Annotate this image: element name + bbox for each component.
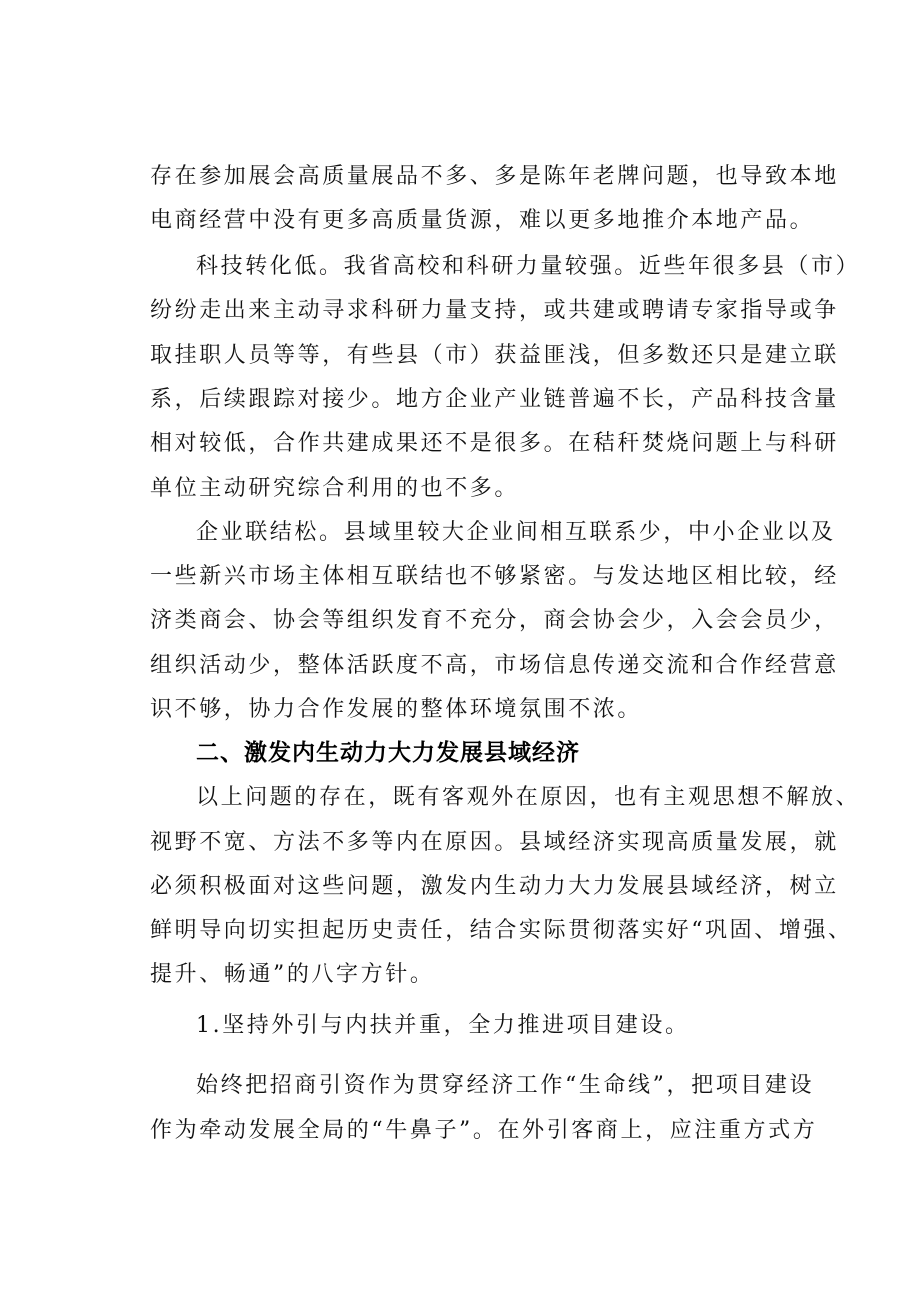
text-line: 济类商会、协会等组织发育不充分，商会协会少，入会会员少， — [150, 608, 839, 633]
text-line: 必须积极面对这些问题，激发内生动力大力发展县域经济，树立 — [150, 874, 839, 899]
paragraph-start: 始终把招商引资作为贯穿经济工作“生命线”，把项目建设 — [196, 1073, 815, 1098]
paragraph-start: 科技转化低。我省高校和科研力量较强。近些年很多县（市） — [196, 254, 861, 279]
numbered-item: 1.坚持外引与内扶并重，全力推进项目建设。 — [196, 1013, 690, 1038]
text-line: 相对较低，合作共建成果还不是很多。在秸秆焚烧问题上与科研 — [150, 431, 839, 456]
paragraph-start: 以上问题的存在，既有客观外在原因，也有主观思想不解放、 — [196, 785, 861, 810]
text-line: 视野不宽、方法不多等内在原因。县域经济实现高质量发展，就 — [150, 830, 839, 855]
text-line: 识不够，协力合作发展的整体环境氛围不浓。 — [150, 697, 643, 722]
section-heading: 二、激发内生动力大力发展县域经济 — [196, 740, 580, 766]
paragraph-start: 企业联结松。县域里较大企业间相互联系少，中小企业以及 — [196, 520, 836, 545]
text-line: 一些新兴市场主体相互联结也不够紧密。与发达地区相比较，经 — [150, 564, 839, 589]
text-line: 存在参加展会高质量展品不多、多是陈年老牌问题，也导致本地 — [150, 164, 839, 189]
text-line: 系，后续跟踪对接少。地方企业产业链普遍不长，产品科技含量 — [150, 387, 839, 412]
text-line: 电商经营中没有更多高质量货源，难以更多地推介本地产品。 — [150, 208, 815, 233]
text-line: 取挂职人员等等，有些县（市）获益匪浅，但多数还只是建立联 — [150, 343, 839, 368]
text-line: 组织活动少，整体活跃度不高，市场信息传递交流和合作经营意 — [150, 653, 839, 678]
text-line: 鲜明导向切实担起历史责任，结合实际贯彻落实好“巩固、增强、 — [150, 918, 853, 943]
text-line: 单位主动研究综合利用的也不多。 — [150, 476, 520, 501]
text-line: 纷纷走出来主动寻求科研力量支持，或共建或聘请专家指导或争 — [150, 298, 839, 323]
text-line: 提升、畅通”的八字方针。 — [150, 962, 435, 987]
text-line: 作为牵动发展全局的“牛鼻子”。在外引客商上，应注重方式方 — [150, 1118, 818, 1143]
